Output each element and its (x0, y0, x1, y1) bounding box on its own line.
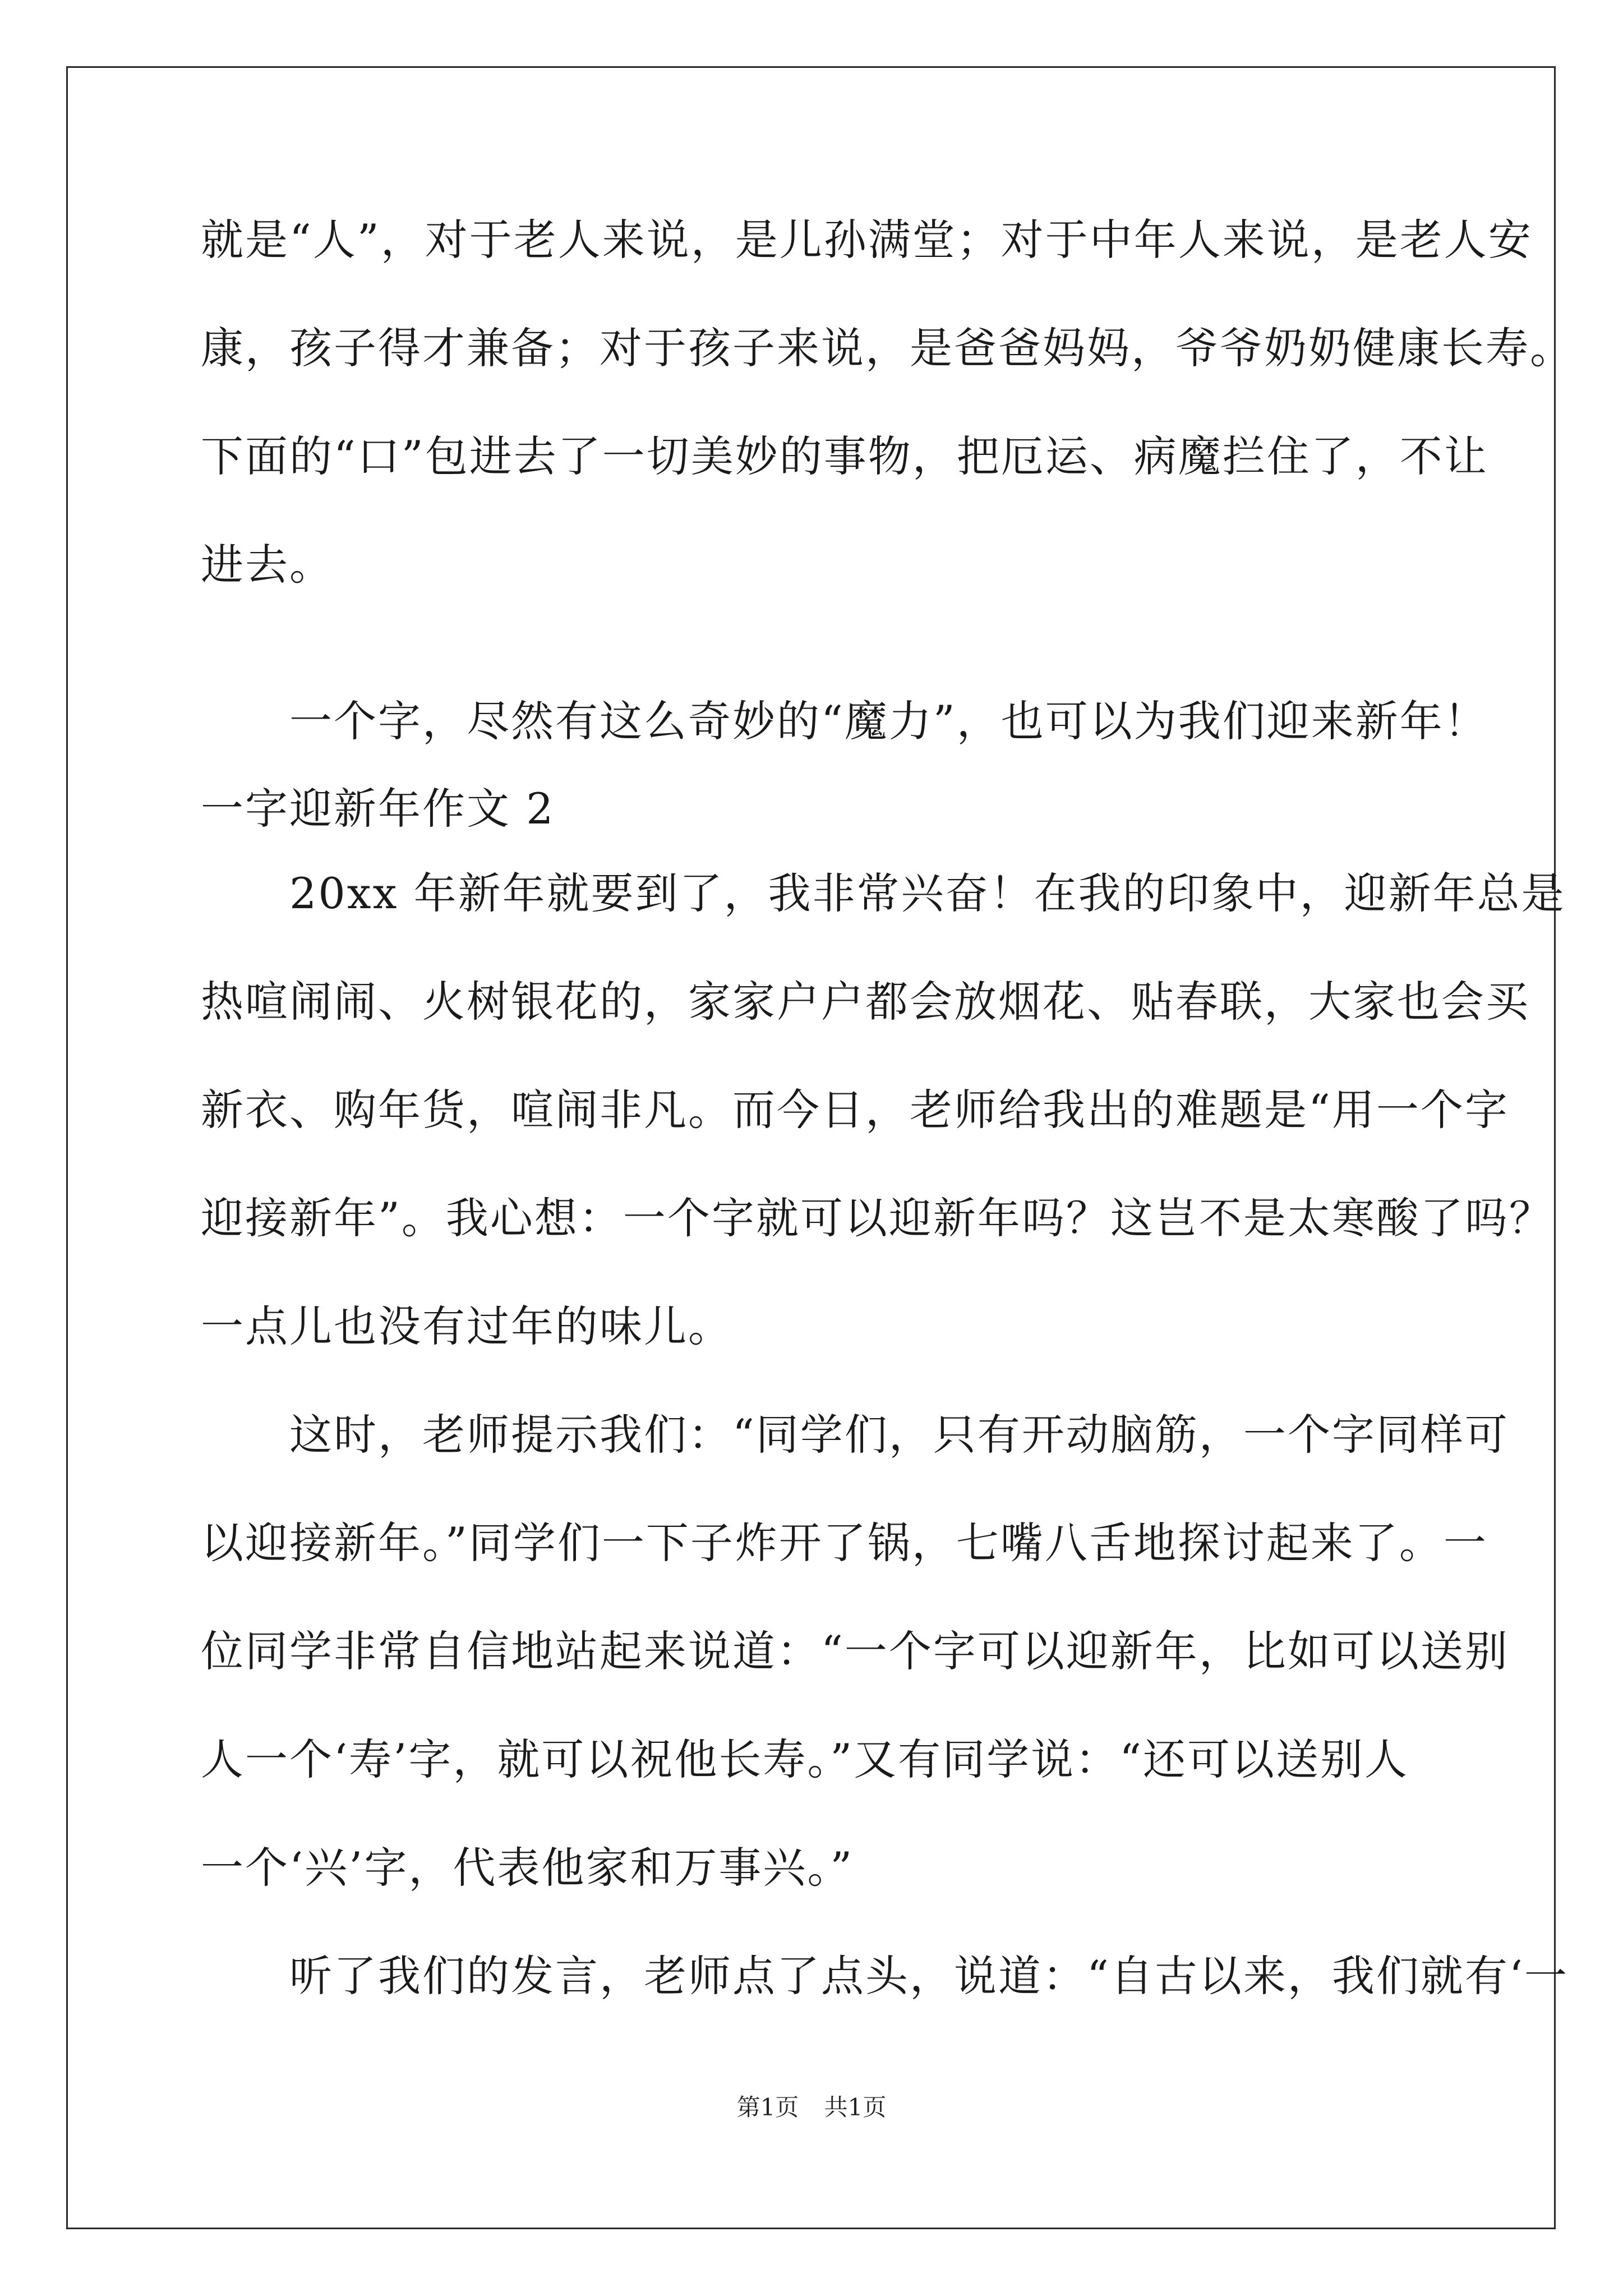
page-footer (0, 2089, 1623, 2123)
text-line: 康，孩子得才兼备；对于孩子来说，是爸爸妈妈，爷爷奶奶健康长寿。 (201, 323, 1574, 373)
page-border (66, 66, 1556, 2229)
text-line: 热喧闹闹、火树银花的，家家户户都会放烟花、贴春联，大家也会买 (201, 977, 1530, 1027)
text-line: 新衣、购年货，喧闹非凡。而今日，老师给我出的难题是“用一个字 (201, 1085, 1509, 1135)
page-number: 第1页 (736, 2093, 799, 2121)
text-line: 一点儿也没有过年的味儿。 (201, 1301, 732, 1351)
text-line: 这时，老师提示我们：“同学们，只有开动脑筋，一个字同样可 (201, 1410, 1509, 1460)
text-line: 人一个‘寿’字，就可以祝他长寿。”又有同学说：“还可以送别人 (201, 1734, 1409, 1784)
text-line: 下面的“口”包进去了一切美妙的事物，把厄运、病魔拦住了，不让 (201, 431, 1488, 481)
section-heading: 一字迎新年作文 2 (201, 784, 555, 834)
text-line: 进去。 (201, 540, 334, 590)
text-line: 位同学非常自信地站起来说道：“一个字可以迎新年，比如可以送别 (201, 1626, 1509, 1676)
text-line: 一个字，尽然有这么奇妙的“魔力”，也可以为我们迎来新年！ (201, 696, 1488, 746)
text-line: 就是“人”，对于老人来说，是儿孙满堂；对于中年人来说，是老人安 (201, 215, 1533, 265)
text-line: 迎接新年”。我心想：一个字就可以迎新年吗？这岂不是太寒酸了吗？ (201, 1193, 1553, 1243)
text-line: 20xx 年新年就要到了，我非常兴奋！在我的印象中，迎新年总是 (201, 868, 1566, 918)
text-line: 以迎接新年。”同学们一下子炸开了锅，七嘴八舌地探讨起来了。一 (201, 1518, 1488, 1568)
page-total: 共1页 (824, 2093, 887, 2121)
text-line: 一个‘兴’字，代表他家和万事兴。” (201, 1843, 854, 1893)
text-line: 听了我们的发言，老师点了点头，说道：“自古以来，我们就有‘一 (201, 1951, 1569, 2001)
